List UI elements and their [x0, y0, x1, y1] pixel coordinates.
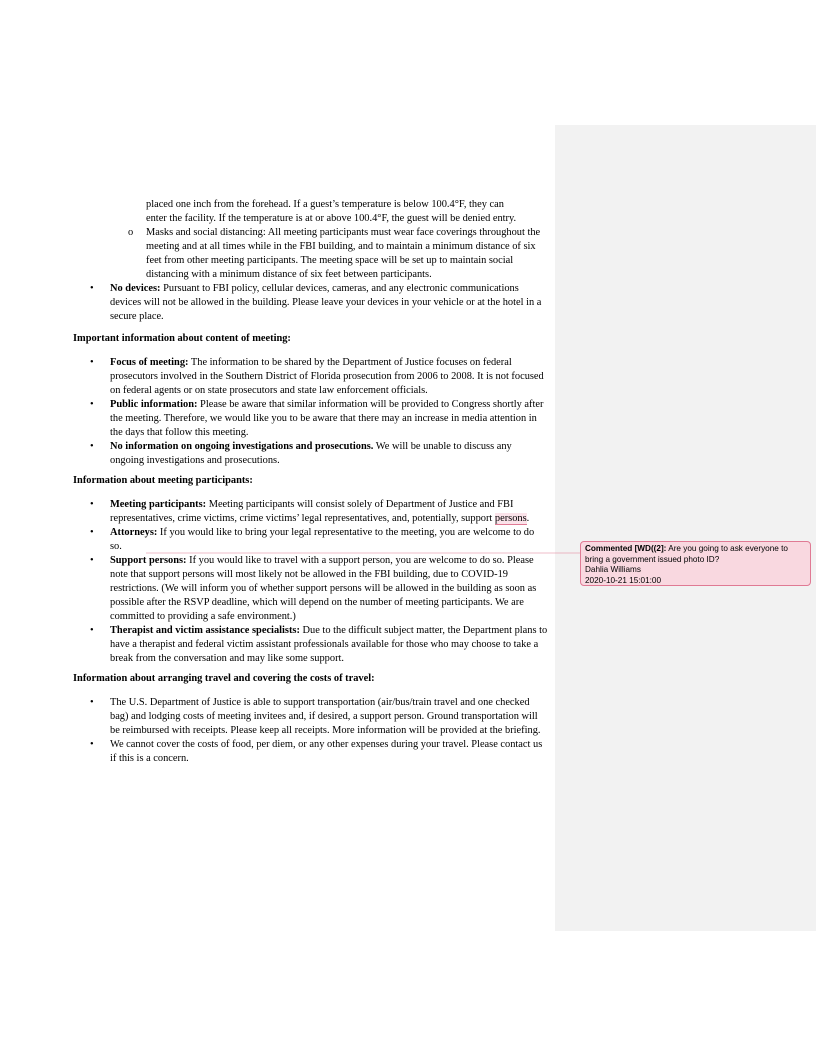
document-body [73, 198, 548, 766]
comment-body [585, 544, 806, 565]
bullet-icon: • [90, 399, 94, 410]
item-title: No information on ongoing investigations and prosecutions. [110, 441, 374, 452]
bullet-icon: • [90, 697, 94, 708]
list-item [73, 526, 548, 554]
comment-author: Dahlia Williams [585, 565, 641, 574]
temperature-continuation-line-2: enter the facility. If the temperature is at or above 100.4°F, the guest will be denied entry. [146, 213, 517, 224]
list-item [73, 356, 548, 398]
item-text: The information to be shared by the Department of Justice focuses on federal prosecutors involved in the Southern District of Florida prosecution from 2006 to 2008. It is not focused on federal agents or on state prosecutors and state law enforcement officials. [110, 357, 544, 396]
item-title: Public information: [110, 399, 198, 410]
comment-margin-pane [555, 125, 816, 931]
item-title: Meeting participants: [110, 499, 207, 510]
masks-item [73, 226, 548, 282]
comment-label: Commented [WD((2]: [585, 544, 667, 553]
bullet-icon: • [90, 555, 94, 566]
item-text: We cannot cover the costs of food, per diem, or any other expenses during your travel. Please contact us if this is a concern. [110, 739, 543, 764]
travel-list [73, 696, 548, 766]
item-title: Attorneys: [110, 527, 158, 538]
item-text: Meeting participants will consist solely of Department of Justice and FBI representatives, crime victims, crime victims’ legal representatives, and, potentially, support [110, 499, 514, 524]
temperature-continuation-line-1: placed one inch from the forehead. If a guest’s temperature is below 100.4°F, they can [146, 199, 504, 210]
masks-item-text: Masks and social distancing: All meeting participants must wear face coverings throughout the meeting and at all times while in the FBI building, and to maintain a minimum distance of six feet from other meeting participants. The meeting space will be set up to maintain social distancing with a minimum distance of six feet between participants. [146, 227, 541, 280]
list-item [73, 624, 548, 666]
list-item [73, 554, 548, 624]
no-devices-text: Pursuant to FBI policy, cellular devices, cameras, and any electronic communications devices will not be allowed in the building. Please leave your devices in your vehicle or at the hotel in a secure place. [110, 283, 542, 322]
item-title: Focus of meeting: [110, 357, 189, 368]
section-heading-travel: Information about arranging travel and covering the costs of travel: [73, 673, 375, 684]
item-text: Due to the difficult subject matter, the Department plans to have a therapist and federal victim assistant professionals available for those who may choose to take a break from the conversation and may like some support. [110, 625, 548, 664]
list-item [73, 738, 548, 766]
bullet-icon: • [90, 357, 94, 368]
section-heading-participants: Information about meeting participants: [73, 475, 253, 486]
item-text: We will be unable to discuss any ongoing investigations and prosecutions. [110, 441, 512, 466]
bullet-icon: • [90, 739, 94, 750]
no-devices-title: No devices: [110, 283, 161, 294]
item-text: If you would like to bring your legal representative to the meeting, you are welcome to do so. [110, 527, 535, 552]
comment-timestamp: 2020-10-21 15:01:00 [585, 575, 662, 585]
bullet-icon: • [90, 625, 94, 636]
list-item [73, 398, 548, 440]
list-item [73, 498, 548, 526]
list-item [73, 696, 548, 738]
list-item [73, 440, 548, 468]
hollow-bullet-icon: o [128, 227, 134, 238]
item-text: The U.S. Department of Justice is able to support transportation (air/bus/train travel and one checked bag) and lodging costs of meeting invitees and, if desired, a support person. Ground transportation will be reimbursed with receipts. Please keep all receipts. More information will be provided at the briefing. [110, 697, 541, 736]
bullet-icon: • [90, 441, 94, 452]
bullet-icon: • [90, 283, 94, 294]
section-heading-content: Important information about content of meeting: [73, 333, 291, 344]
content-list [73, 356, 548, 468]
participants-list [73, 498, 548, 666]
item-title: Therapist and victim assistance specialists: [110, 625, 300, 636]
devices-list [73, 282, 548, 324]
item-text-end: . [526, 513, 530, 524]
sub-list [73, 226, 548, 282]
comment-balloon[interactable] [580, 541, 811, 586]
item-text: If you would like to travel with a support person, you are welcome to do so. Please note that support persons will most likely not be allowed in the FBI building, due to COVID-19 restrictions. (We will inform you of whether support persons will be allowed in the building as soon as possible after the RSVP deadline, which will depend on the number of meeting participants. We are committed to providing a safe environment.) [110, 555, 537, 622]
item-title: Support persons: [110, 555, 187, 566]
bullet-icon: • [90, 499, 94, 510]
commented-text-highlight[interactable]: persons [494, 513, 527, 524]
item-text: Please be aware that similar information will be provided to Congress shortly after the meeting. Therefore, we would like you to be aware that there may an increase in media attention in the days that follow this meeting. [110, 399, 544, 438]
bullet-icon: • [90, 527, 94, 538]
comment-text: Are you going to ask everyone to bring a government issued photo ID? [585, 544, 788, 564]
no-devices-item [73, 282, 548, 324]
